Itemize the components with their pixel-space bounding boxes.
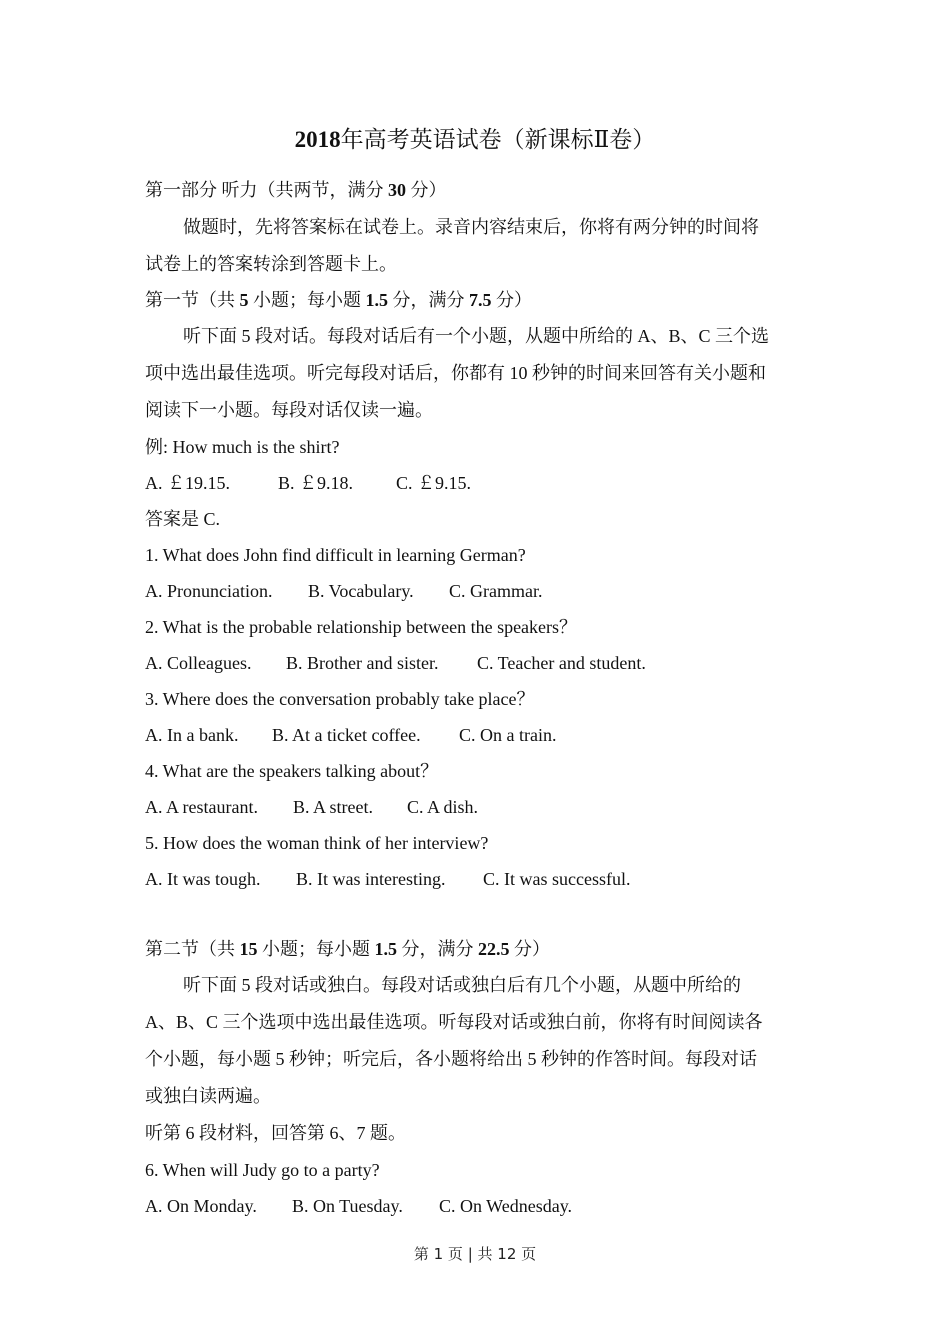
option: B. At a ticket coffee. [272,725,421,745]
part1-intro-line: 试卷上的答案转涂到答题卡上。 [145,254,397,274]
section2-intro-line: A、B、C 三个选项中选出最佳选项。听每段对话或独白前，你将有时间阅读各 [145,1012,763,1032]
question-options [145,866,630,892]
option: A. A restaurant. [145,797,258,817]
question: 5. How does the woman think of her interview? [145,833,489,853]
material-instruction: 听第 6 段材料，回答第 6、7 题。 [145,1123,406,1143]
option: B. Brother and sister. [286,653,439,673]
title-text: 年高考英语试卷（新课标Ⅱ卷） [340,127,656,152]
question-options [145,722,556,748]
section2-heading: 第二节（共 15 小题；每小题 1.5 分，满分 22.5 分） [145,939,550,959]
section1-intro-line: 阅读下一小题。每段对话仅读一遍。 [145,400,433,420]
option: B. ￡9.18. [278,473,354,493]
question: 3. Where does the conversation probably take place？ [145,689,535,709]
example-answer: 答案是 C. [145,509,221,529]
page-title [0,124,950,156]
example-question: 例: How much is the shirt? [145,437,340,457]
question: 4. What are the speakers talking about？ [145,761,439,781]
option: A. Pronunciation. [145,581,273,601]
option: C. On Wednesday. [439,1196,573,1216]
part1-heading: 第一部分 听力（共两节，满分 30 分） [145,180,447,200]
section1-intro-line: 项中选出最佳选项。听完每段对话后，你都有 10 秒钟的时间来回答有关小题和 [145,363,766,383]
option: C. On a train. [459,725,557,745]
option: B. Vocabulary. [308,581,414,601]
option: C. Grammar. [449,581,543,601]
question: 1. What does John find difficult in learning German? [145,545,526,565]
option: B. It was interesting. [296,869,446,889]
option: A. In a bank. [145,725,239,745]
section2-intro-line: 或独白读两遍。 [145,1086,271,1106]
option: A. On Monday. [145,1196,257,1216]
option: C. Teacher and student. [477,653,646,673]
example-options [145,470,471,496]
question-options [145,650,646,676]
question: 2. What is the probable relationship between the speakers？ [145,617,578,637]
section2-intro-line: 个小题，每小题 5 秒钟；听完后，各小题将给出 5 秒钟的作答时间。每段对话 [145,1049,757,1069]
section1-intro-line: 听下面 5 段对话。每段对话后有一个小题，从题中所给的 A、B、C 三个选 [183,326,770,346]
option: A. ￡19.15. [145,473,230,493]
option: C. It was successful. [483,869,631,889]
option: A. It was tough. [145,869,261,889]
question-options [145,1193,572,1219]
question: 6. When will Judy go to a party? [145,1160,380,1180]
page-footer: 第 1 页 | 共 12 页 [413,1245,537,1263]
option: C. ￡9.15. [396,473,472,493]
question-options [145,578,542,604]
option: B. On Tuesday. [292,1196,403,1216]
section1-heading: 第一节（共 5 小题；每小题 1.5 分，满分 7.5 分） [145,290,532,310]
option: C. A dish. [407,797,479,817]
part1-intro-line: 做题时，先将答案标在试卷上。录音内容结束后，你将有两分钟的时间将 [183,217,759,237]
option: B. A street. [293,797,373,817]
title-year: 2018 [294,127,341,152]
section2-intro-line: 听下面 5 段对话或独白。每段对话或独白后有几个小题，从题中所给的 [183,975,741,995]
question-options [145,794,478,820]
option: A. Colleagues. [145,653,252,673]
